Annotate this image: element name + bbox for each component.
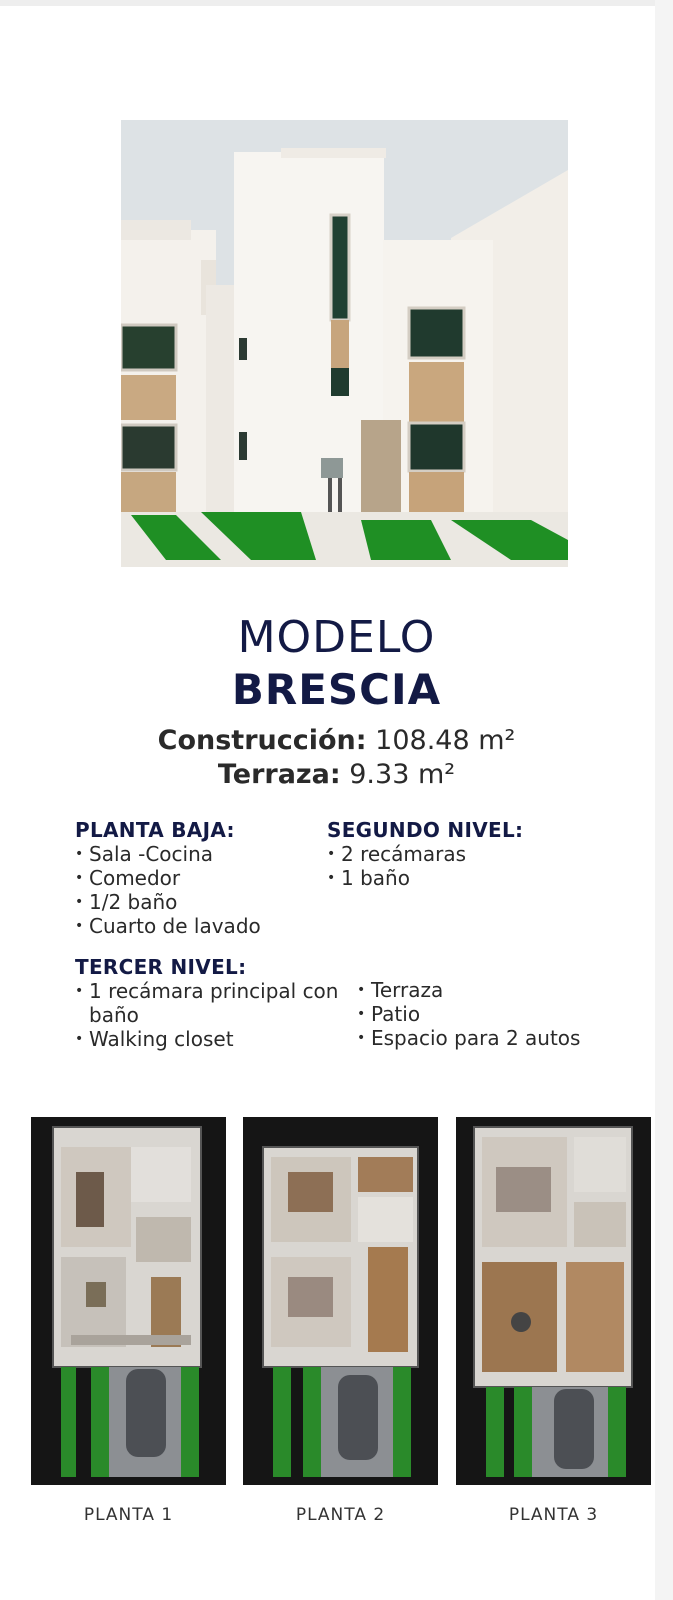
construction-value: 108.48 m² (375, 725, 516, 756)
model-name: BRESCIA (231, 665, 442, 714)
list-item: • 2 recámaras (327, 842, 523, 866)
extras-section (357, 978, 580, 1050)
tercer-nivel-heading: TERCER NIVEL: (75, 955, 247, 979)
list-item: • Terraza (357, 978, 580, 1002)
list-item: • Sala -Cocina (75, 842, 261, 866)
list-item: • Patio (357, 1002, 580, 1026)
floor-plan-3 (456, 1117, 651, 1485)
list-item: • 1 baño (327, 866, 523, 890)
list-item: • Cuarto de lavado (75, 914, 261, 938)
model-label: MODELO (237, 612, 436, 663)
plan-label-3: PLANTA 3 (508, 1505, 599, 1525)
list-item: • 1/2 baño (75, 890, 261, 914)
segundo-nivel-section (327, 818, 523, 890)
list-item: • 1 recámara principal con baño (75, 979, 345, 1027)
floor-plan-2 (243, 1117, 438, 1485)
house-photo (121, 120, 568, 567)
terrace-area (0, 758, 673, 792)
list-item: • Walking closet (75, 1027, 345, 1051)
planta-baja-section (75, 818, 261, 938)
floor-plan-1 (31, 1117, 226, 1485)
plan-label-1: PLANTA 1 (83, 1505, 174, 1525)
planta-baja-heading: PLANTA BAJA: (75, 818, 235, 842)
terrace-label: Terraza: (217, 759, 341, 790)
list-item: • Comedor (75, 866, 261, 890)
construction-label: Construcción: (157, 725, 367, 756)
top-edge (0, 0, 673, 6)
construction-area (0, 724, 673, 758)
plan-label-2: PLANTA 2 (295, 1505, 386, 1525)
right-edge (655, 0, 673, 1600)
tercer-nivel-section (75, 955, 345, 1051)
segundo-nivel-heading: SEGUNDO NIVEL: (327, 818, 524, 842)
terrace-value: 9.33 m² (349, 759, 456, 790)
list-item: • Espacio para 2 autos (357, 1026, 580, 1050)
